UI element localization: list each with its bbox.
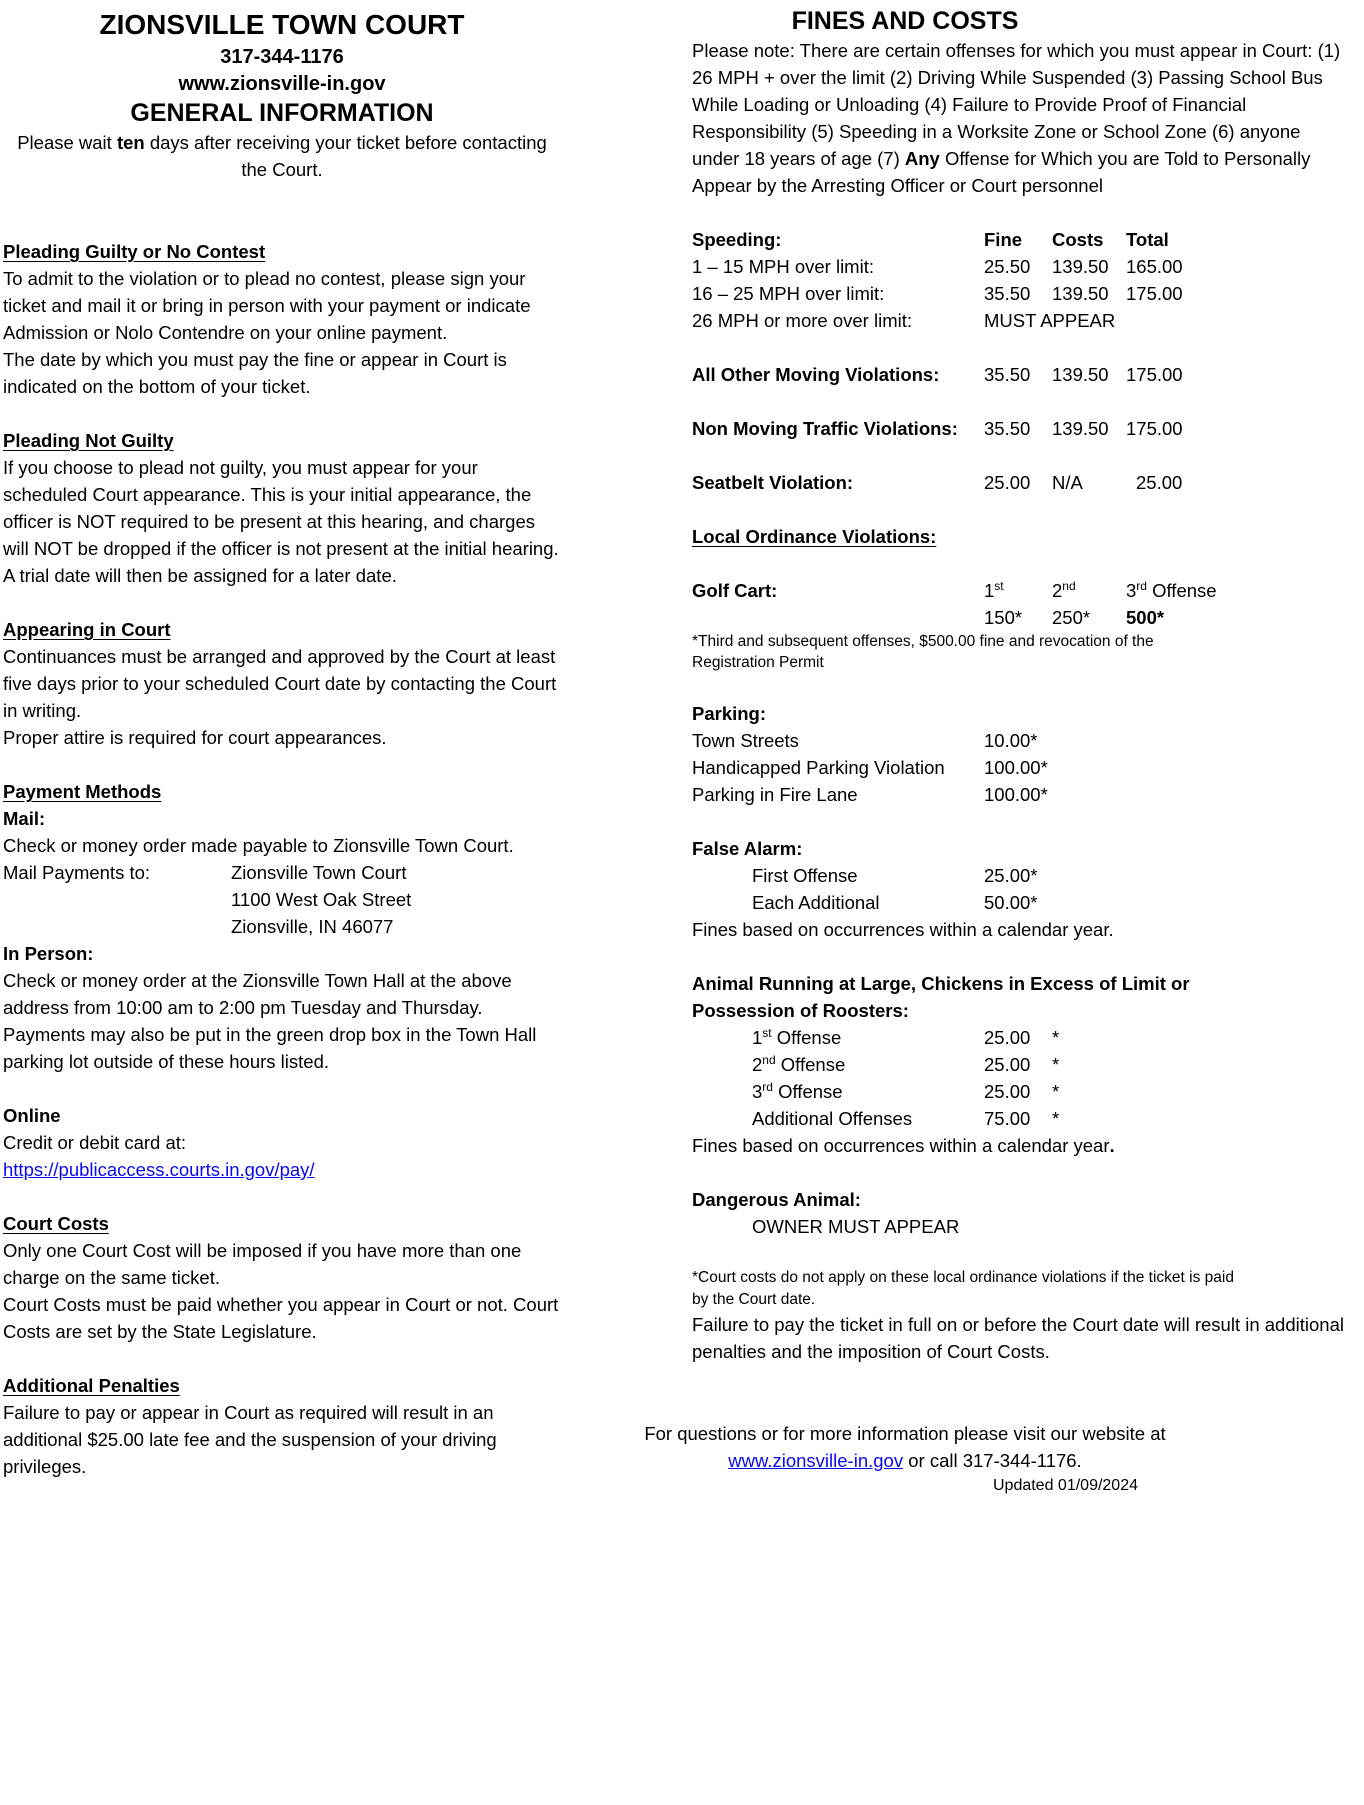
pleading-not-guilty-paragraph: If you choose to plead not guilty, you must appear for your scheduled Court appearance. This is your initial appearance, the officer is NOT required to be present at this hearing, and charges will NOT be dropped if the officer is not present at the initial hearing. A trial date will then be assigned for a later date. — [3, 457, 559, 586]
false-alarm-additional-label: Each Additional — [752, 892, 880, 913]
wait-ten-days-note — [3, 129, 561, 183]
table-row — [692, 781, 1364, 808]
table-row — [692, 754, 1364, 781]
animal-offense-2-label: 2nd Offense — [752, 1052, 846, 1075]
costs-value: 139.50 — [1052, 256, 1109, 277]
table-row — [692, 361, 1364, 388]
fines-and-costs-title: FINES AND COSTS — [791, 7, 1019, 35]
heading-animal-running: Animal Running at Large, Chickens in Excess of Limit or Possession of Roosters: — [692, 973, 1190, 1021]
costs-value: N/A — [1052, 472, 1083, 493]
footer-post: or call 317-344-1176. — [903, 1450, 1082, 1471]
fines-table-header-row — [692, 226, 1364, 253]
golf-cart-values-row — [692, 604, 1364, 631]
false-alarm-value: 25.00* — [984, 865, 1038, 886]
heading-pleading-guilty: Pleading Guilty or No Contest — [3, 241, 266, 262]
non-moving-label: Non Moving Traffic Violations: — [692, 418, 958, 439]
golf-cart-third-fine: 500* — [1126, 607, 1165, 628]
asterisk: * — [1052, 1054, 1060, 1075]
golf-cart-footnote: *Third and subsequent offenses, $500.00 fine and revocation of the Registration Permit — [692, 633, 1154, 671]
animal-offense-value: 75.00 — [984, 1108, 1031, 1129]
table-row — [692, 307, 1364, 334]
animal-offense-value: 25.00 — [984, 1081, 1031, 1102]
must-appear-note — [692, 37, 1347, 199]
court-costs-paragraph-1: Only one Court Cost will be imposed if you have more than one charge on the same ticket. — [3, 1240, 522, 1288]
fine-value: 35.50 — [984, 283, 1031, 304]
animal-offense-value: 25.00 — [984, 1027, 1031, 1048]
false-alarm-value: 50.00* — [984, 892, 1038, 913]
false-alarm-block — [628, 835, 1364, 943]
total-value: 25.00 — [1136, 472, 1183, 493]
asterisk: * — [1052, 1081, 1060, 1102]
footer-website-link[interactable]: www.zionsville-in.gov — [728, 1450, 904, 1471]
false-alarm-note: Fines based on occurrences within a calendar year. — [692, 919, 1114, 940]
heading-pleading-not-guilty: Pleading Not Guilty — [3, 430, 174, 451]
online-paragraph: Credit or debit card at: — [3, 1132, 187, 1153]
heading-dangerous-animal: Dangerous Animal: — [692, 1189, 861, 1210]
table-row — [692, 1051, 1364, 1078]
heading-payment-methods: Payment Methods — [3, 781, 162, 802]
table-row — [692, 727, 1364, 754]
speeding-header: Speeding: — [692, 229, 782, 250]
fine-column-header: Fine — [984, 229, 1023, 250]
heading-additional-penalties: Additional Penalties — [3, 1375, 180, 1396]
must-appear-value: MUST APPEAR — [984, 310, 1116, 331]
court-website: www.zionsville-in.gov — [178, 73, 386, 95]
total-value: 165.00 — [1126, 256, 1183, 277]
total-value: 175.00 — [1126, 418, 1183, 439]
table-row — [692, 889, 1364, 916]
golf-cart-label: Golf Cart: — [692, 580, 778, 601]
in-person-paragraph: Check or money order at the Zionsville Town Hall at the above address from 10:00 am to 2:00 pm Tuesday and Thursday. Payments may also be put in the green drop box in the Town Hall parking lot outside of these hours listed. — [3, 970, 537, 1072]
court-costs-footnote: *Court costs do not apply on these local ordinance violations if the ticket is paid by the Court date. — [692, 1269, 1234, 1308]
heading-local-ordinance: Local Ordinance Violations: — [692, 526, 937, 547]
third-offense-header: 3rd Offense — [1126, 578, 1217, 601]
heading-appearing-in-court: Appearing in Court — [3, 619, 171, 640]
parking-block — [628, 700, 1364, 808]
parking-town-streets-label: Town Streets — [692, 730, 799, 751]
additional-penalties-paragraph: Failure to pay or appear in Court as required will result in an additional $25.00 late fee and the suspension of your driving privileges. — [3, 1402, 497, 1477]
mail-payments-row — [3, 859, 561, 940]
appearing-paragraph-1: Continuances must be arranged and approved by the Court at least five days prior to your scheduled Court date by contacting the Court in writing. — [3, 646, 557, 721]
fines-intro-post: Offense for Which you are Told to Personally Appear by the Arresting Officer or Court personnel — [692, 148, 1311, 196]
golf-cart-header-row — [692, 577, 1364, 604]
table-row — [692, 1078, 1364, 1105]
parking-handicapped-label: Handicapped Parking Violation — [692, 757, 945, 778]
table-row — [692, 1105, 1364, 1132]
footer-contact-note — [628, 1420, 1182, 1474]
animal-additional-label: Additional Offenses — [752, 1108, 913, 1129]
golf-cart-block — [628, 577, 1364, 673]
subheading-online: Online — [3, 1105, 61, 1126]
heading-court-costs: Court Costs — [3, 1213, 109, 1234]
right-column — [628, 6, 1364, 1498]
address-line-3: Zionsville, IN 46077 — [231, 916, 394, 937]
parking-value: 100.00* — [984, 784, 1048, 805]
parking-value: 100.00* — [984, 757, 1048, 778]
pleading-guilty-paragraph-1: To admit to the violation or to plead no contest, please sign your ticket and mail it or bring in person with your payment or indicate Admission or Nolo Contendre on your online payment. — [3, 268, 531, 343]
mail-address-block — [231, 859, 411, 940]
parking-value: 10.00* — [984, 730, 1038, 751]
total-value: 175.00 — [1126, 283, 1183, 304]
general-information-title: GENERAL INFORMATION — [130, 99, 434, 127]
fines-intro-bold-any: Any — [904, 148, 940, 169]
table-row — [692, 253, 1364, 280]
costs-column-header: Costs — [1052, 229, 1104, 250]
heading-false-alarm: False Alarm: — [692, 838, 803, 859]
animal-note: Fines based on occurrences within a calendar year. — [692, 1135, 1115, 1156]
animal-block — [628, 970, 1364, 1159]
fine-value: 35.50 — [984, 364, 1031, 385]
fines-intro-pre: Please note: There are certain offenses for which you must appear in Court: (1) 26 MPH + over the limit (2) Driving While Suspended (3) Passing School Bus While Loading or Unloading (4) Failure to Provide Proof of Financial Responsibility (5) Speeding in a Worksite Zone or School Zone (6) anyone under 18 years of age (7) — [692, 40, 1341, 169]
heading-parking: Parking: — [692, 703, 767, 724]
table-row — [692, 1213, 1364, 1240]
asterisk: * — [1052, 1108, 1060, 1129]
fine-value: 35.50 — [984, 418, 1031, 439]
intro-pre: Please wait — [17, 132, 117, 153]
table-row — [692, 469, 1364, 496]
speeding-26-plus-label: 26 MPH or more over limit: — [692, 310, 912, 331]
table-row — [692, 1024, 1364, 1051]
failure-to-pay-note: Failure to pay the ticket in full on or before the Court date will result in additional penalties and the imposition of Court Costs. — [692, 1314, 1344, 1362]
updated-date: Updated 01/09/2024 — [992, 1477, 1138, 1494]
golf-cart-second-fine: 250* — [1052, 607, 1091, 628]
animal-offense-value: 25.00 — [984, 1054, 1031, 1075]
payment-portal-link[interactable]: https://publicaccess.courts.in.gov/pay/ — [3, 1159, 315, 1180]
costs-value: 139.50 — [1052, 418, 1109, 439]
table-row — [692, 862, 1364, 889]
table-row — [692, 415, 1364, 442]
speeding-16-25-label: 16 – 25 MPH over limit: — [692, 283, 885, 304]
appearing-paragraph-2: Proper attire is required for court appearances. — [3, 727, 387, 748]
court-title: ZIONSVILLE TOWN COURT — [99, 9, 465, 40]
owner-must-appear-value: OWNER MUST APPEAR — [752, 1216, 960, 1237]
animal-offense-3-label: 3rd Offense — [752, 1079, 843, 1102]
speeding-1-15-label: 1 – 15 MPH over limit: — [692, 256, 874, 277]
fines-table — [628, 226, 1364, 496]
intro-post: days after receiving your ticket before contacting the Court. — [144, 132, 547, 180]
pleading-guilty-paragraph-2: The date by which you must pay the fine or appear in Court is indicated on the bottom of your ticket. — [3, 349, 507, 397]
mail-paragraph: Check or money order made payable to Zionsville Town Court. — [3, 835, 514, 856]
address-line-1: Zionsville Town Court — [231, 862, 407, 883]
fine-value: 25.00 — [984, 472, 1031, 493]
intro-bold-ten: ten — [116, 132, 145, 153]
footer-pre: For questions or for more information please visit our website at — [644, 1423, 1166, 1444]
second-offense-header: 2nd — [1052, 578, 1076, 601]
subheading-mail: Mail: — [3, 808, 46, 829]
false-alarm-first-label: First Offense — [752, 865, 858, 886]
costs-value: 139.50 — [1052, 283, 1109, 304]
fine-value: 25.50 — [984, 256, 1031, 277]
mail-payments-label: Mail Payments to: — [3, 862, 151, 883]
left-column — [3, 6, 561, 1480]
court-costs-paragraph-2: Court Costs must be paid whether you appear in Court or not. Court Costs are set by the State Legislature. — [3, 1294, 559, 1342]
costs-value: 139.50 — [1052, 364, 1109, 385]
dangerous-animal-block — [628, 1186, 1364, 1240]
subheading-in-person: In Person: — [3, 943, 94, 964]
asterisk: * — [1052, 1027, 1060, 1048]
parking-fire-lane-label: Parking in Fire Lane — [692, 784, 858, 805]
total-value: 175.00 — [1126, 364, 1183, 385]
spacer — [692, 604, 984, 631]
first-offense-header: 1st — [984, 578, 1004, 601]
golf-cart-first-fine: 150* — [984, 607, 1023, 628]
animal-offense-1-label: 1st Offense — [752, 1025, 842, 1048]
seatbelt-label: Seatbelt Violation: — [692, 472, 854, 493]
address-line-2: 1100 West Oak Street — [231, 889, 412, 910]
total-column-header: Total — [1126, 229, 1169, 250]
other-moving-label: All Other Moving Violations: — [692, 364, 940, 385]
table-row — [692, 280, 1364, 307]
court-phone: 317-344-1176 — [220, 46, 344, 68]
